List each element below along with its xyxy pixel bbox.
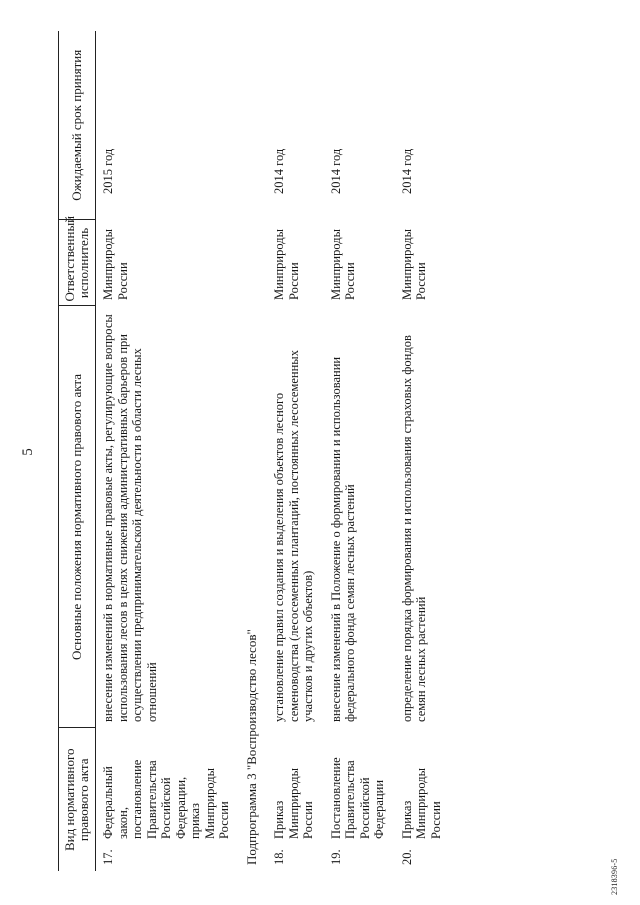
table-row bbox=[395, 31, 452, 871]
row-kind: Приказ Минприроды России bbox=[272, 767, 315, 839]
row-kind-cell bbox=[395, 728, 452, 871]
row-kind: Федеральный закон, постановление Правительства Российской Федерации, приказ Минприроды России bbox=[101, 759, 231, 839]
row-number: 20. bbox=[399, 849, 414, 865]
header-kind: Вид нормативного правового акта bbox=[59, 728, 96, 871]
table-row bbox=[324, 31, 395, 871]
row-number: 19. bbox=[328, 849, 343, 865]
row-executor: Минприроды России bbox=[399, 228, 428, 300]
header-executor: Ответственный исполнитель bbox=[59, 220, 96, 306]
row-kind: Приказ Минприроды России bbox=[399, 767, 443, 839]
row-provisions: внесение изменений в Положение о формировании и использовании федерального фонда семян лесных растений bbox=[328, 356, 357, 722]
header-provisions: Основные положения нормативного правового акта bbox=[59, 306, 96, 728]
row-provisions: внесение изменений в нормативные правовые акты, регулирующие вопросы использования лесов в целях снижения административных барьеров при осуществлении предпринимательской деятельности в области лесных отношений bbox=[101, 314, 159, 722]
table-header-row bbox=[59, 31, 96, 871]
table-row bbox=[267, 31, 324, 871]
row-kind-cell bbox=[267, 728, 324, 871]
row-number: 18. bbox=[272, 849, 286, 865]
row-term: 2014 год bbox=[328, 148, 343, 194]
row-kind: Постановление Правительства Российской Федерации bbox=[328, 757, 386, 839]
document-code: 2318396-5 bbox=[610, 858, 619, 895]
row-term: 2014 год bbox=[399, 148, 414, 194]
row-kind-cell bbox=[96, 728, 240, 871]
row-number: 17. bbox=[101, 849, 115, 865]
row-executor: Минприроды России bbox=[101, 228, 130, 300]
page-number: 5 bbox=[20, 448, 36, 456]
row-executor: Минприроды России bbox=[272, 228, 301, 300]
subprogram-row bbox=[240, 31, 268, 871]
table-row bbox=[96, 31, 240, 871]
normative-acts-table bbox=[58, 31, 451, 871]
row-term: 2015 год bbox=[101, 148, 115, 194]
row-executor: Минприроды России bbox=[328, 228, 357, 300]
subprogram-title: Подпрограмма 3 "Воспроизводство лесов" bbox=[243, 629, 259, 865]
header-term: Ожидаемый срок принятия bbox=[59, 31, 96, 220]
row-provisions: установление правил создания и выделения объектов лесного семеноводства (лесосеменных плантаций, постоянных лесосеменных участков и других объектов) bbox=[272, 350, 315, 722]
row-provisions: определение порядка формирования и использования страховых фондов семян лесных растений bbox=[399, 335, 428, 722]
row-kind-cell bbox=[324, 728, 395, 871]
row-term: 2014 год bbox=[272, 148, 286, 194]
